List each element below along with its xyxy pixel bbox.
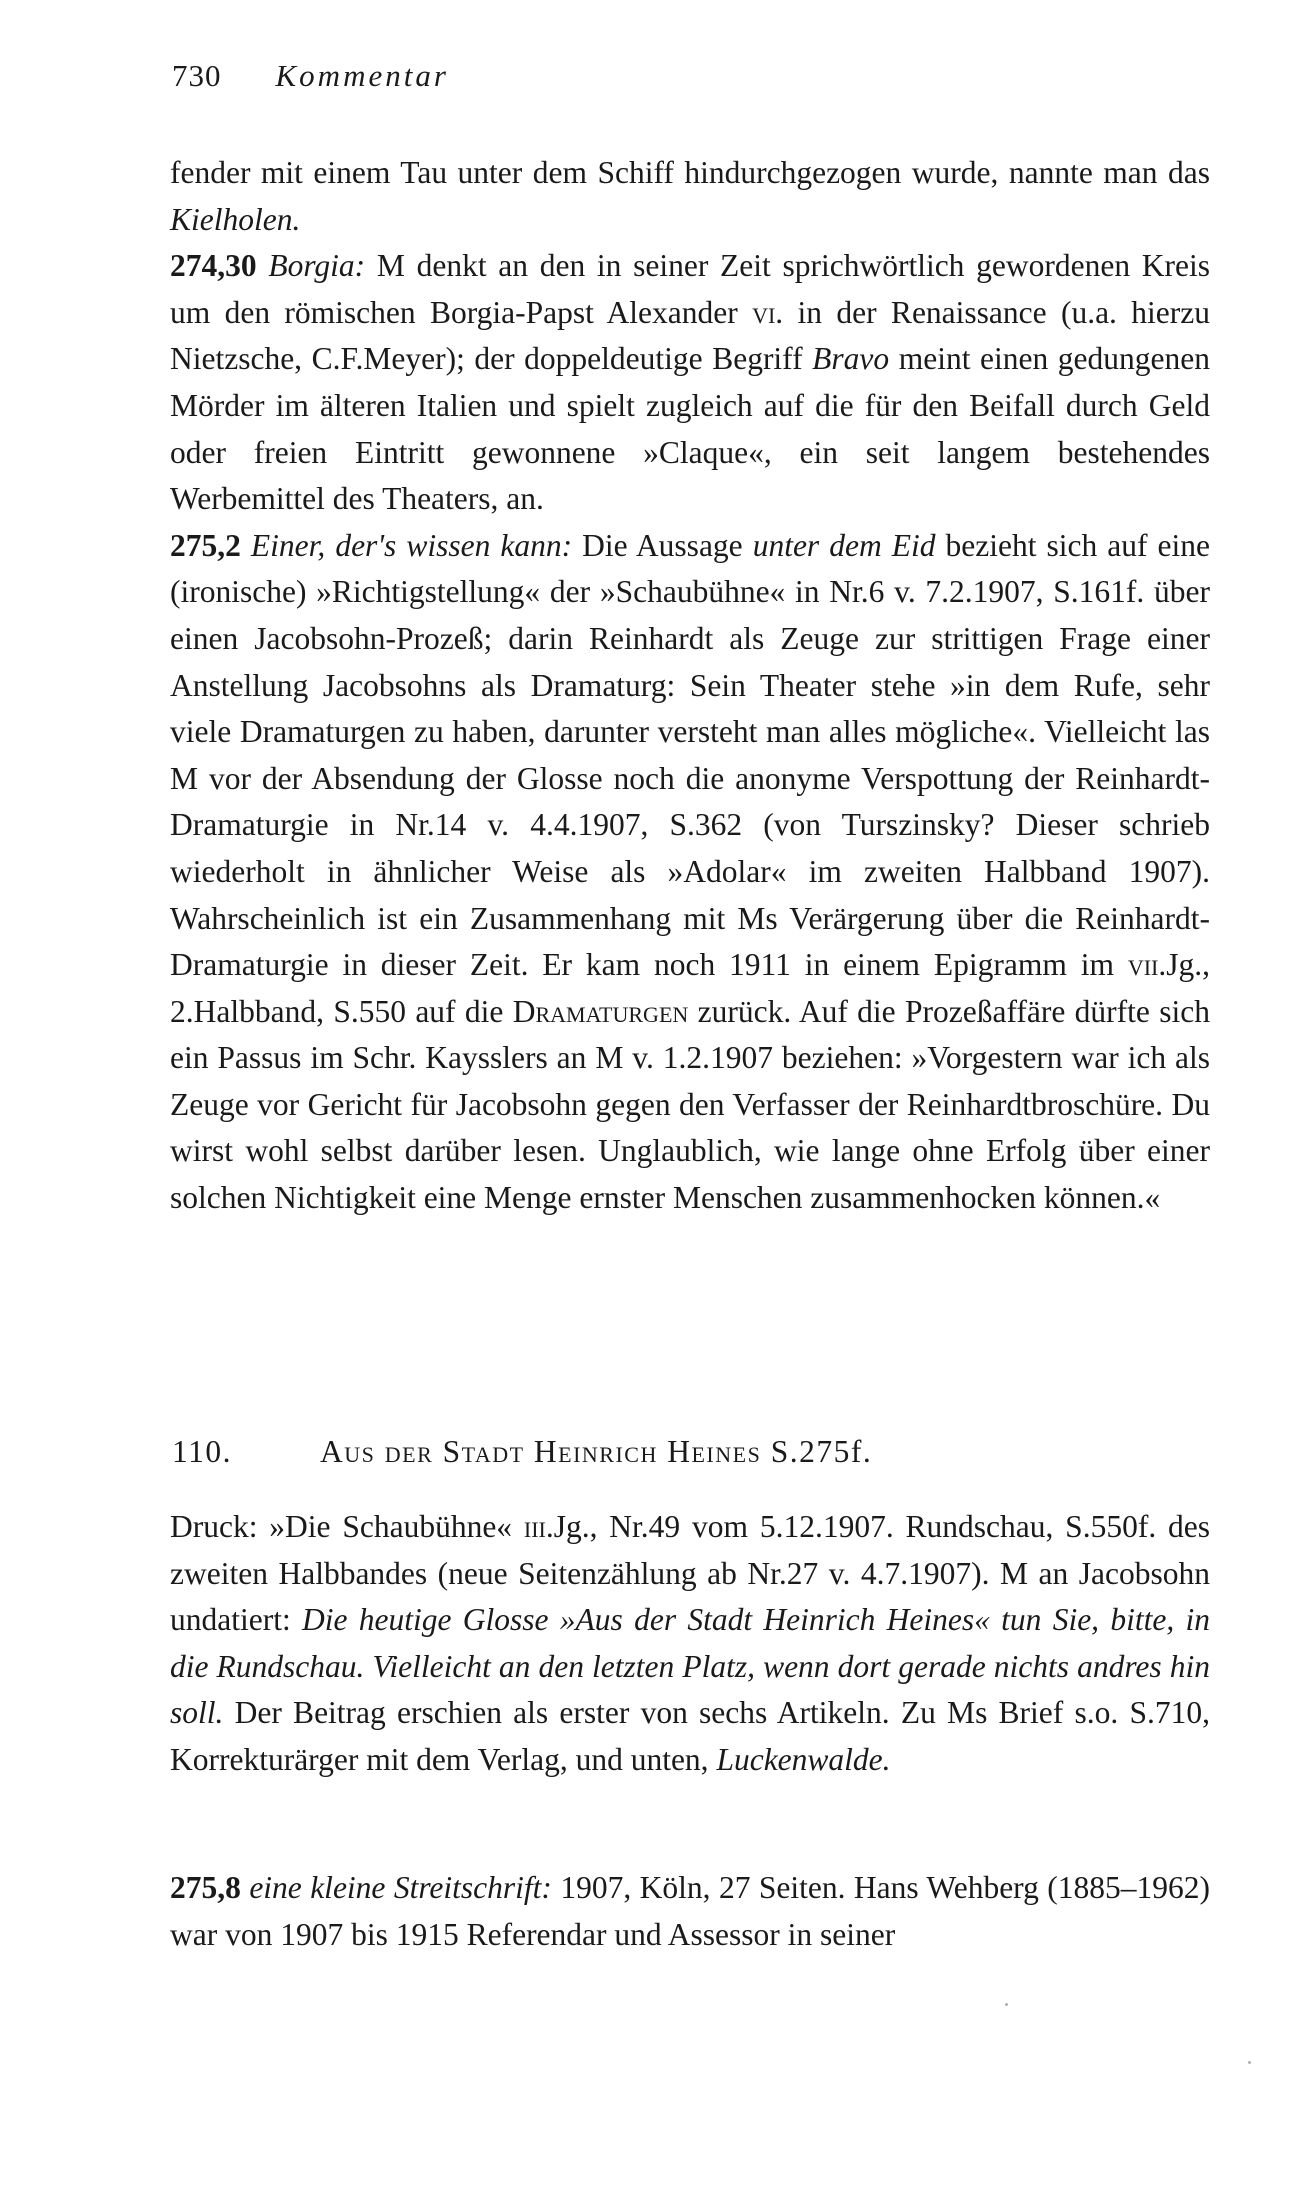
print-note: Druck: »Die Schaubühne« iii.Jg., Nr.49 vom 5.12.1907. Rundschau, S.550f. des zweiten Halbbandes (neue Seitenzählung ab Nr.27 v. 4.7.1907). M an Jacobsohn undatiert: Die heutige Glosse »Aus der Stadt Heinrich Heines« tun Sie, bitte, in die Rundschau. Vielleicht an den letzten Platz, wenn dort gerade nichts andres hin soll. Der Beitrag erschien als erster von sechs Artikeln. Zu Ms Brief s.o. S.710, Korrekturärger mit dem Verlag, und unten, Luckenwalde. [170, 1509, 1210, 1777]
entry-lemma: Borgia: [268, 248, 366, 284]
running-header [172, 58, 449, 94]
section-title: Aus der Stadt Heinrich Heines [320, 1434, 762, 1469]
entry-lemma: eine kleine Streitschrift: [249, 1870, 552, 1905]
entry-275-2: 275,2 Einer, der's wissen kann: Die Aussage unter dem Eid bezieht sich auf eine (ironische) »Richtigstellung« der »Schaubühne« in Nr.6 v. 7.2.1907, S.161f. über einen Jacobsohn-Prozeß; darin Reinhardt als Zeuge zur strittigen Frage einer Anstellung Jacobsohns als Dramaturg: Sein Theater stehe »in dem Rufe, sehr viele Dramaturgen zu haben, darunter versteht man alles mögliche«. Vielleicht las M vor der Absendung der Glosse noch die anonyme Verspottung der Reinhardt-Dramaturgie in Nr.14 v. 4.4.1907, S.362 (von Turszinsky? Dieser schrieb wiederholt in ähnlicher Weise als »Adolar« im zweiten Halbband 1907). Wahrscheinlich ist ein Zusammenhang mit Ms Verärgerung über die Reinhardt-Dramaturgie in dieser Zeit. Er kam noch 1911 in einem Epigramm im vii.Jg., 2.Halbband, S.550 auf die Dramaturgen zurück. Auf die Prozeßaffäre dürfte sich ein Passus im Schr. Kaysslers an M v. 1.2.1907 beziehen: »Vorgestern war ich als Zeuge vor Gericht für Jacobsohn gegen den Verfasser der Reinhardtbroschüre. Du wirst wohl selbst darüber lesen. Unglaublich, wie lange ohne Erfolg über einer solchen Nichtigkeit eine Menge ernster Menschen zusammenhocken können.« [170, 527, 1210, 1216]
running-title: Kommentar [275, 58, 449, 93]
section-number: 110. [172, 1434, 232, 1469]
commentary-block-1 [170, 150, 1210, 1222]
section-pages: S.275f. [761, 1434, 873, 1469]
commentary-block-2 [170, 1865, 1210, 1958]
entry-reference: 275,8 [170, 1870, 241, 1905]
entry-275-8: 275,8 eine kleine Streitschrift: 1907, Köln, 27 Seiten. Hans Wehberg (1885–1962) war von 1907 bis 1915 Referendar und Assessor in seiner [170, 1870, 1211, 1952]
entry-reference: 275,2 [170, 527, 241, 563]
continued-paragraph: fender mit einem Tau unter dem Schiff hindurchgezogen wurde, nannte man das Kielholen. [170, 155, 1210, 237]
section-heading [172, 1434, 872, 1470]
print-note-block [170, 1504, 1210, 1784]
entry-274-30: 274,30 Borgia: M denkt an den in seiner Zeit sprichwörtlich gewordenen Kreis um den römischen Borgia-Papst Alexander vi. in der Renaissance (u.a. hierzu Nietzsche, C.F.Meyer); der doppeldeutige Begriff Bravo meint einen gedungenen Mörder im älteren Italien und spielt zugleich auf die für den Beifall durch Geld oder freien Eintritt gewonnene »Claque«, ein seit langem bestehendes Werbemittel des Theaters, an. [170, 248, 1211, 517]
scan-speck [1005, 2003, 1008, 2006]
page-number: 730 [172, 58, 222, 93]
scan-speck [1248, 2061, 1251, 2064]
entry-lemma: Einer, der's wissen kann: [250, 527, 573, 563]
entry-reference: 274,30 [170, 248, 257, 284]
